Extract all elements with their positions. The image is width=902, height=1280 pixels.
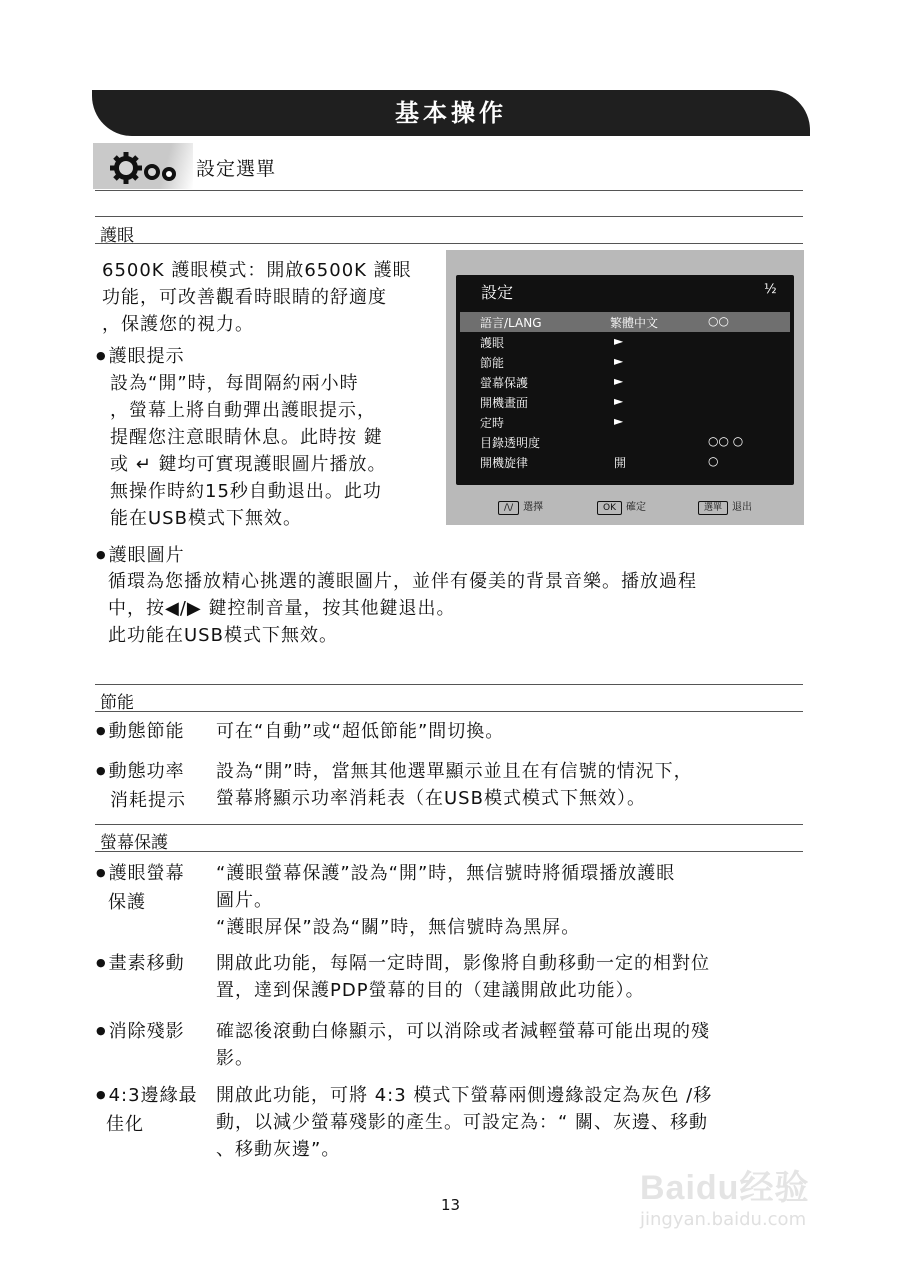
menu-item-eye-care[interactable]: 護眼 ► <box>480 334 624 350</box>
picture-label: ● 護眼圖片 <box>96 542 185 571</box>
baidu-watermark: Baidu经验 jingyan.baidu.com <box>640 1169 810 1230</box>
energy-item-text: 可在“自動”或“超低節能”間切換。 <box>216 721 505 742</box>
menu-footer-exit: 選單 退出 <box>698 498 752 515</box>
gears-icon <box>108 150 178 186</box>
menu-item-boot-screen[interactable]: 開機畫面 ► <box>480 394 624 410</box>
screensaver-item-label: ● 消除殘影 <box>96 1018 185 1047</box>
reminder-label: ● 護眼提示 <box>96 343 185 372</box>
screensaver-heading: 螢幕保護 <box>100 833 168 853</box>
divider <box>95 216 803 217</box>
divider <box>95 684 803 685</box>
menu-title: 設定 <box>481 283 514 302</box>
divider <box>95 824 803 825</box>
reminder-text: 設為“開”時，每間隔約兩小時 ，螢幕上將自動彈出護眼提示， 提醒您注意眼睛休息。此時按 鍵 或 ↵ 鍵均可實現護眼圖片播放。 無操作時約15秒自動退出。此功 能在USB模式下無效。 <box>110 373 387 529</box>
eye-care-intro: 6500K 護眼模式：開啟6500K 護眼 功能，可改善觀看時眼睛的舒適度 ，保護您的視力。 <box>102 260 412 335</box>
menu-item-boot-melody[interactable]: 開機旋律 開 ○ <box>480 454 719 470</box>
screensaver-item-label: ● 護眼螢幕 保護 <box>96 860 185 916</box>
menu-item-timer[interactable]: 定時 ► <box>480 414 624 430</box>
screensaver-item-label: ● 4:3邊緣最 佳化 <box>96 1082 198 1138</box>
menu-item-screensaver[interactable]: 螢幕保護 ► <box>480 374 624 390</box>
eye-care-heading: 護眼 <box>100 226 134 246</box>
menu-item-energy[interactable]: 節能 ► <box>480 354 624 370</box>
menu-key: 選單 <box>698 501 728 515</box>
divider <box>95 190 803 191</box>
menu-footer-ok: OK 確定 <box>597 498 646 515</box>
energy-heading: 節能 <box>100 693 134 713</box>
menu-footer-select: /\/ 選擇 <box>498 498 543 515</box>
energy-item-label: ● 動態功率 消耗提示 <box>96 758 186 814</box>
energy-item-text: 設為“開”時，當無其他選單顯示並且在有信號的情況下， 螢幕將顯示功率消耗表（在USB模式模式下無效）。 <box>216 761 693 809</box>
ok-key: OK <box>597 501 622 515</box>
divider <box>95 243 803 244</box>
screensaver-item-label: ● 畫素移動 <box>96 950 185 979</box>
menu-page: ½ <box>764 282 777 297</box>
picture-text: 循環為您播放精心挑選的護眼圖片，並伴有優美的背景音樂。播放過程 中，按◀/▶ 鍵控制音量，按其他鍵退出。 此功能在USB模式下無效。 <box>108 571 697 646</box>
divider <box>95 851 803 852</box>
page-number: 13 <box>441 1196 461 1214</box>
screensaver-item-text: 確認後滾動白條顯示，可以消除或者減輕螢幕可能出現的殘 影。 <box>216 1021 710 1069</box>
screensaver-item-text: “護眼螢幕保護”設為“開”時，無信號時將循環播放護眼 圖片。 “護眼屏保”設為“關”時，無信號時為黑屏。 <box>216 863 676 938</box>
menu-item-language[interactable]: 語言/LANG 繁體中文 ○○ <box>460 312 790 332</box>
energy-item-label: ● 動態節能 <box>96 718 185 747</box>
section-title: 設定選單 <box>196 158 277 180</box>
divider <box>95 711 803 712</box>
screensaver-item-text: 開啟此功能，可將 4:3 模式下螢幕兩側邊緣設定為灰色 /移 動，以減少螢幕殘影的產生。可設定為：“ 關、灰邊、移動 、移動灰邊”。 <box>216 1085 713 1160</box>
screensaver-item-text: 開啟此功能，每隔一定時間，影像將自動移動一定的相對位 置，達到保護PDP螢幕的目的（建議開啟此功能）。 <box>216 953 710 1001</box>
up-down-key: /\/ <box>498 501 519 515</box>
page-title: 基本操作 <box>395 99 507 127</box>
menu-item-transparency[interactable]: 目錄透明度 ○○ ○ <box>480 434 744 450</box>
